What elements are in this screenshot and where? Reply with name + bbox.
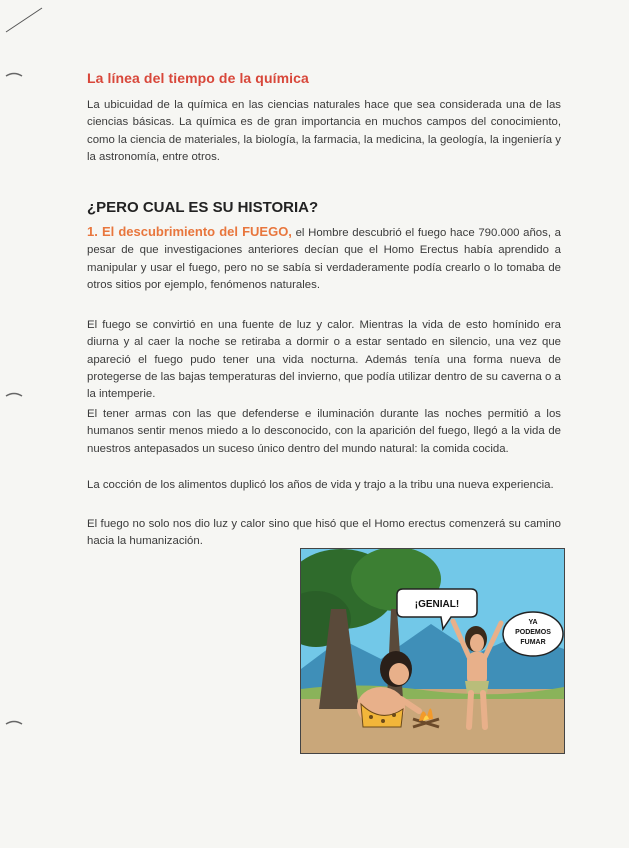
- discovery-paragraph: [87, 223, 561, 294]
- bubble-right-line1: YA: [528, 619, 538, 626]
- paragraph-humanization: El fuego no solo nos dio luz y calor sino que hisó que el Homo erectus comenzerá su camino hacia la humanización.: [87, 518, 561, 548]
- bubble-right-line3: FUMAR: [520, 639, 546, 646]
- discovery-label: 1. El descubrimiento del FUEGO,: [87, 224, 292, 239]
- question-heading: ¿PERO CUAL ES SU HISTORIA?: [87, 199, 319, 216]
- binder-hole-mark: [4, 70, 24, 80]
- intro-paragraph: La ubicuidad de la química en las ciencias naturales hace que sea considerada una de las ciencias básicas. La química es de gran importancia en muchos campos del conocimiento, como la ciencia de materiales, la biología, la farmacia, la medicina, la geología, la ingeniería y la astronomía, entre otros.: [87, 99, 561, 163]
- binder-hole-mark: [4, 718, 24, 728]
- bubble-right-line2: PODEMOS: [515, 629, 551, 636]
- section-title: La línea del tiempo de la química: [87, 70, 309, 86]
- bubble-left-text: ¡GENIAL!: [414, 599, 460, 610]
- binder-hole-mark: [4, 390, 24, 400]
- pen-stroke-mark: [4, 4, 44, 34]
- paragraph-cooking: La cocción de los alimentos duplicó los años de vida y trajo a la tribu una nueva experiencia.: [87, 479, 554, 491]
- paragraph-fire-light: El fuego se convirtió en una fuente de luz y calor. Mientras la vida de esto homínido era diurna y al caer la noche se retiraba a dormir o a estar sentado en silencio, una vez que apareció el fuego pudo tener una vida nocturna. Además tenía una forma nueva de protegerse de las bajas temperaturas del invierno, que podía utilizar dentro de su caverna o a la intemperie.: [87, 319, 561, 401]
- cavemen-cartoon: [300, 548, 565, 754]
- paragraph-weapons: El tener armas con las que defenderse e iluminación durante las noches permitió a los humanos sentir menos miedo a lo desconocido, con la aparición del fuego, llegó a la vida de nuestros antepasados un suceso único dentro del mundo natural: la comida cocida.: [87, 408, 561, 455]
- discovery-text: el Hombre descubrió el fuego hace 790.000 años, a pesar de que investigaciones anteriores decían que el Homo Erectus había aprendido a manipular y usar el fuego, pero no se sabía si verdaderamente podía crearlo o lo tomaba de otros sitios por ejemplo, fenómenos naturales.: [87, 227, 561, 291]
